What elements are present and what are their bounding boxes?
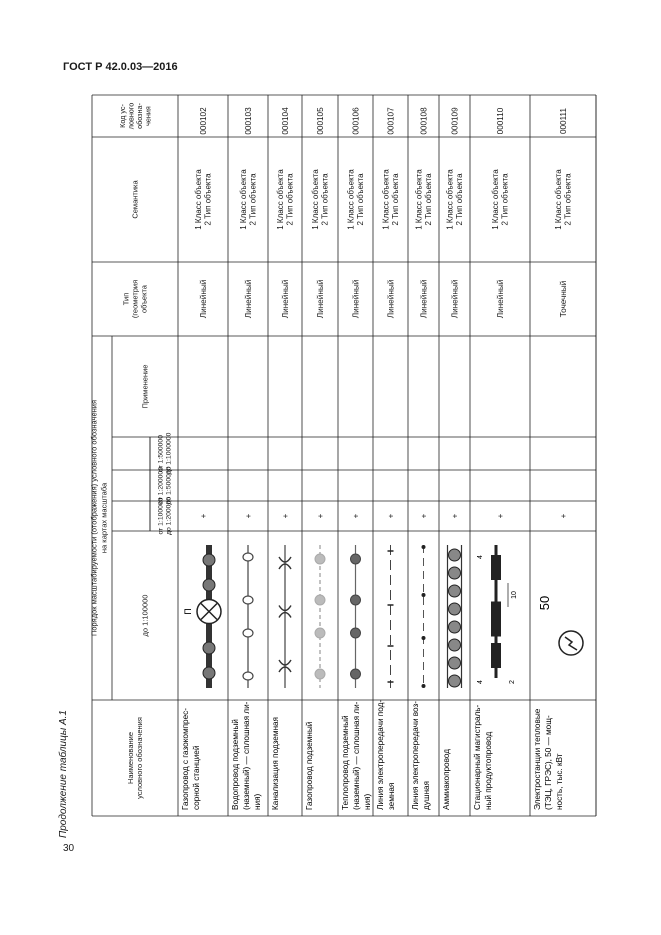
row-code-line: 000104 (280, 107, 290, 135)
row-type-line: Линейный (450, 279, 460, 319)
header-scale-3-line: от 1:200000 (157, 467, 165, 504)
row-name-line: ния) (253, 793, 262, 810)
row-code (496, 107, 505, 134)
pipe-node (315, 669, 325, 679)
row-semantics-line: 2 Тип объекта (455, 173, 465, 226)
row-code (386, 107, 395, 135)
row-type (386, 280, 395, 319)
row-code-line: 000105 (315, 107, 325, 135)
row-name-line: Водопровод подземный (231, 719, 240, 810)
row-plus-line: + (558, 513, 568, 519)
row-name-line: (наземный) — сплошная ли- (242, 701, 251, 810)
row-plus (419, 513, 428, 518)
row-name-line: Аммиакопровод (442, 748, 451, 810)
header-name (126, 717, 144, 799)
row-semantics (491, 169, 510, 230)
row-type-line: Линейный (386, 279, 396, 319)
power-dot (422, 636, 426, 640)
row-plus-line: + (495, 513, 505, 519)
header-scale-4-line: до 1:1000000 (165, 432, 173, 475)
power-dot (422, 545, 426, 549)
ammonia-node (449, 621, 461, 633)
symbol-ammonia (448, 545, 462, 688)
header-semantics-line: Семантика (130, 180, 140, 219)
row-semantics (347, 169, 366, 230)
row-type (419, 280, 428, 319)
row-type-line: Линейный (243, 279, 253, 319)
row-name (376, 700, 396, 810)
row-plus (496, 513, 505, 518)
pipe-node (203, 642, 215, 654)
ammonia-node (449, 639, 461, 651)
row-semantics-line: 2 Тип объекта (500, 173, 510, 226)
row-code (450, 107, 459, 135)
row-type (351, 280, 360, 319)
symbol-product-pipeline (477, 545, 518, 684)
pipe-node (351, 628, 361, 638)
row-semantics-line: 1 Класс объекта (381, 169, 391, 230)
header-scale-4 (157, 432, 172, 474)
symbol-power-station (537, 596, 583, 655)
row-type-line: Линейный (315, 279, 325, 319)
row-semantics (276, 169, 295, 230)
ammonia-node (449, 567, 461, 579)
header-type (122, 280, 149, 318)
row-name-line: Линия электропередачи воз- (411, 701, 420, 810)
header-type-line: Тип (121, 292, 131, 306)
row-type-line: Линейный (351, 279, 361, 319)
power-dot (422, 593, 426, 597)
row-code-line: 000103 (243, 107, 253, 135)
row-name-line: Газопровод подземный (305, 721, 314, 810)
row-type-line: Линейный (280, 279, 290, 319)
row-semantics-line: 1 Класс объекта (491, 169, 501, 230)
pipe-node (315, 628, 325, 638)
row-code-line: 000108 (419, 107, 429, 135)
header-scale-2-line: до 1:200000 (165, 497, 173, 535)
row-name-line: (ТЭЦ, ГРЭС), 50 — мощ- (544, 715, 553, 810)
row-plus-line: + (351, 513, 361, 519)
row-name (533, 708, 564, 810)
row-type (199, 280, 208, 319)
row-code (351, 107, 360, 135)
symbol-label: П (183, 608, 193, 615)
pipe-segment (491, 555, 501, 580)
symbol-power-underground (388, 545, 394, 688)
row-plus (281, 513, 290, 518)
row-type-line: Линейный (198, 279, 208, 319)
row-name-line: ность, тыс. кВт (555, 753, 564, 810)
ammonia-node (449, 549, 461, 561)
header-type-line: (геометрия (130, 279, 140, 319)
header-code-line: чения (143, 106, 153, 126)
row-semantics-line: 1 Класс объекта (346, 169, 356, 230)
header-scale-1-line: до 1:100000 (140, 594, 150, 637)
row-name-line: Стационарный магистраль- (473, 704, 482, 810)
row-semantics-line: 1 Класс объекта (445, 169, 455, 230)
row-code (316, 107, 325, 135)
row-semantics-line: 2 Тип объекта (248, 173, 258, 226)
row-name (411, 701, 431, 810)
station-label: 50 (537, 595, 552, 611)
header-code-line: Код ус- (117, 104, 127, 128)
row-semantics-line: 2 Тип объекта (203, 173, 213, 226)
row-name-line: Канализация подземная (271, 717, 280, 810)
row-code-line: 000107 (386, 107, 396, 135)
ammonia-node (449, 657, 461, 669)
symbol-sewer (279, 545, 291, 688)
pipe-node (203, 554, 215, 566)
header-note-line: Применение (140, 364, 150, 409)
row-name-line: земная (387, 782, 396, 810)
row-semantics-line: 1 Класс объекта (239, 169, 249, 230)
header-scale-2-line: от 1:100000 (157, 497, 165, 535)
header-scale-group-line: Порядок масштабируемости (отображения) условного обозначения (89, 399, 99, 637)
row-name-line: ния) (363, 793, 372, 810)
header-semantics (131, 180, 140, 219)
row-plus-line: + (315, 513, 325, 519)
row-code (199, 107, 208, 135)
row-type (244, 280, 253, 319)
header-scale-1 (141, 595, 150, 637)
row-semantics (382, 169, 401, 230)
row-semantics (239, 169, 257, 230)
row-name (442, 749, 451, 810)
row-type (559, 281, 568, 318)
row-plus (351, 513, 360, 518)
ammonia-node (449, 585, 461, 597)
pipe-node (351, 669, 361, 679)
header-code (118, 103, 153, 130)
power-dot (422, 684, 426, 688)
row-plus (386, 513, 395, 518)
symbol-gas-underground (315, 545, 325, 688)
pipe-node (203, 579, 215, 591)
pipe-node (351, 554, 361, 564)
row-name (473, 704, 493, 810)
header-code-line: обозна- (134, 103, 144, 129)
row-name-line: (наземный) — сплошная ли- (352, 701, 361, 810)
row-name-line: Газопровод с газокомпрес- (181, 708, 190, 810)
row-type (281, 280, 290, 319)
dimension-label: 10 (511, 591, 518, 599)
pipe-node (243, 596, 253, 604)
row-semantics (554, 169, 573, 230)
ammonia-node (449, 603, 461, 615)
row-type-line: Линейный (495, 279, 505, 319)
row-code-line: 000106 (351, 107, 361, 135)
row-code (281, 107, 290, 135)
header-name-line: Наименование (126, 732, 136, 784)
pipe-node (243, 629, 253, 637)
symbol-gas-compressor (183, 545, 221, 688)
header-scale-4-line: от 1:500000 (157, 435, 165, 472)
header-scale-3-line: до 1:500000 (165, 466, 173, 505)
row-semantics-line: 2 Тип объекта (391, 173, 401, 226)
dimension-label: 2 (509, 680, 516, 684)
row-name-line: Теплопровод подземный (341, 715, 350, 810)
row-type-line: Точечный (558, 280, 568, 318)
row-code-line: 000109 (450, 107, 460, 135)
row-semantics (415, 169, 434, 230)
row-name-line: Линия электропередачи под- (376, 699, 385, 810)
row-plus (199, 513, 208, 518)
row-semantics (446, 169, 465, 230)
row-plus (316, 513, 325, 518)
row-plus-line: + (419, 513, 429, 519)
row-semantics-line: 2 Тип объекта (320, 173, 330, 226)
row-code-line: 000102 (198, 107, 208, 135)
row-name-line: ный продуктопровод (484, 731, 493, 810)
symbol-water-pipeline (243, 545, 253, 688)
row-code (419, 107, 428, 135)
row-semantics-line: 1 Класс объекта (194, 169, 204, 230)
table-caption: Продолжение таблицы А.1 (58, 710, 69, 838)
row-code (244, 107, 253, 135)
row-name-line: сорной станцией (192, 745, 201, 810)
row-name (271, 717, 280, 810)
row-semantics-line: 1 Класс объекта (311, 169, 321, 230)
row-code (559, 108, 568, 135)
row-name (341, 701, 372, 810)
header-scale-group-line: на картах масштаба (99, 482, 109, 554)
symbol-power-overhead (422, 545, 426, 688)
row-semantics-line: 2 Тип объекта (285, 173, 295, 226)
row-name-line: Электростанции тепловые (533, 708, 542, 810)
row-semantics-line: 1 Класс объекта (414, 169, 424, 230)
row-semantics (311, 169, 330, 230)
row-plus (450, 513, 459, 518)
header-note (141, 365, 150, 409)
row-semantics-line: 2 Тип объекта (563, 173, 573, 226)
row-name (231, 701, 262, 810)
row-code-line: 000111 (558, 107, 568, 135)
row-plus-line: + (198, 513, 208, 519)
header-name-line: условного обозначения (135, 717, 145, 799)
pipe-node (315, 554, 325, 564)
row-code-line: 000110 (495, 107, 505, 135)
row-name (305, 722, 314, 810)
pipe-segment (491, 643, 501, 668)
row-plus-line: + (450, 513, 460, 519)
row-type-line: Линейный (419, 279, 429, 319)
row-semantics-line: 2 Тип объекта (356, 173, 366, 226)
header-scale-group (90, 400, 109, 636)
dimension-label: 4 (477, 555, 484, 559)
row-plus (559, 513, 568, 518)
row-name-line: душная (422, 781, 431, 810)
row-semantics (194, 169, 213, 230)
pipe-segment (491, 602, 501, 637)
row-name (181, 708, 201, 810)
document-header: ГОСТ Р 42.0.03—2016 (63, 61, 178, 73)
row-plus (244, 513, 253, 518)
symbol-heat-pipeline (351, 545, 361, 688)
row-semantics-line: 1 Класс объекта (554, 169, 564, 230)
dimension-label: 4 (477, 680, 484, 684)
pipe-node (243, 672, 253, 680)
row-semantics-line: 1 Класс объекта (276, 169, 286, 230)
pipe-node (203, 667, 215, 679)
header-type-line: объекта (139, 285, 149, 313)
row-plus-line: + (280, 513, 290, 519)
page-number: 30 (63, 843, 75, 854)
pipe-node (243, 553, 253, 561)
row-type (316, 280, 325, 319)
row-plus-line: + (386, 513, 396, 519)
header-code-line: ловного (126, 102, 136, 130)
row-type (450, 280, 459, 319)
row-plus-line: + (243, 513, 253, 519)
pipe-node (351, 595, 361, 605)
pipe-node (315, 595, 325, 605)
row-type (496, 280, 505, 319)
row-semantics-line: 2 Тип объекта (424, 173, 434, 226)
ammonia-node (449, 675, 461, 687)
